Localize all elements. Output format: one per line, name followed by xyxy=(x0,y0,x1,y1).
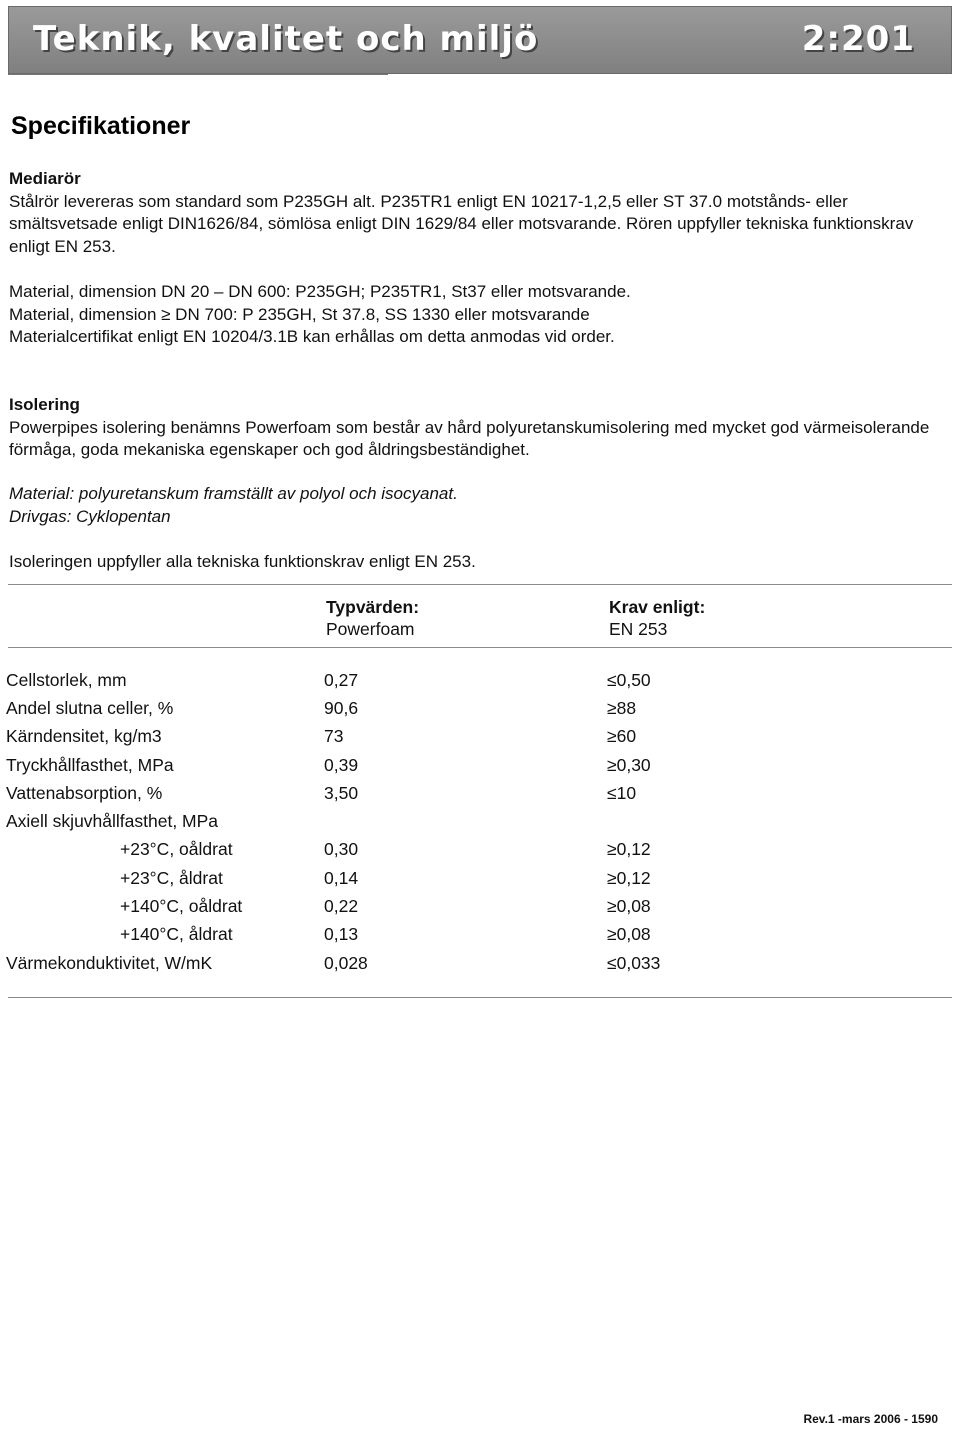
row-label: Andel slutna celler, % xyxy=(6,697,174,718)
row-requirement xyxy=(607,807,807,835)
mediaror-heading: Mediarör xyxy=(9,169,81,188)
material-line-2: Material, dimension ≥ DN 700: P 235GH, St 37.8, SS 1330 eller motsvarande xyxy=(9,304,590,324)
mediaror-material xyxy=(9,281,939,349)
row-label: Tryckhållfasthet, MPa xyxy=(6,754,174,775)
row-label: Kärndensitet, kg/m3 xyxy=(6,726,162,747)
table-row xyxy=(6,949,807,977)
table-row xyxy=(6,836,807,864)
table-row xyxy=(6,779,807,807)
row-value: 0,14 xyxy=(324,867,359,888)
page-number: 2:201 xyxy=(801,19,915,59)
row-label: +140°C, åldrat xyxy=(120,924,233,945)
isolering-material-line: Material: polyuretanskum framställt av polyol och isocyanat. xyxy=(9,484,458,503)
row-label: +23°C, åldrat xyxy=(120,867,223,888)
row-value xyxy=(324,807,607,835)
row-requirement: ≤0,50 xyxy=(607,669,651,690)
spec-table xyxy=(6,666,807,977)
col-krav-title: Krav enligt: xyxy=(609,597,706,617)
row-requirement: ≥60 xyxy=(607,726,637,747)
isolering-section xyxy=(9,394,939,462)
row-value: 73 xyxy=(324,726,344,747)
row-label: Cellstorlek, mm xyxy=(6,669,127,690)
isolering-compliance: Isoleringen uppfyller alla tekniska funktionskrav enligt EN 253. xyxy=(9,552,476,571)
row-label: Axiell skjuvhållfasthet, MPa xyxy=(6,811,219,832)
isolering-drivgas-line: Drivgas: Cyklopentan xyxy=(9,506,171,526)
table-header-rule xyxy=(8,647,952,648)
row-requirement: ≤0,033 xyxy=(607,952,661,973)
table-row xyxy=(6,864,807,892)
row-requirement: ≥0,08 xyxy=(607,924,651,945)
table-bottom-rule xyxy=(8,997,952,998)
header-banner xyxy=(8,6,952,74)
table-row xyxy=(6,723,807,751)
header-underline xyxy=(8,74,388,75)
col-typvarden-header xyxy=(326,596,419,640)
row-value: 3,50 xyxy=(324,782,359,803)
row-label: +23°C, oåldrat xyxy=(120,839,233,860)
row-requirement: ≥0,12 xyxy=(607,867,651,888)
mediaror-paragraph: Stålrör levereras som standard som P235GH alt. P235TR1 enligt EN 10217-1,2,5 eller ST 37.0 motstånds- eller smältsvetsade enligt DIN1626/84, sömlösa enligt DIN 1629/84 eller motsvarande. Rören uppfyller tekniska funktionskrav enligt EN 253. xyxy=(9,191,914,256)
col-typvarden-sub: Powerfoam xyxy=(326,619,415,639)
row-label: Värmekonduktivitet, W/mK xyxy=(6,952,213,973)
material-line-3: Materialcertifikat enligt EN 10204/3.1B kan erhållas om detta anmodas vid order. xyxy=(9,327,615,346)
row-requirement: ≥0,08 xyxy=(607,896,651,917)
row-value: 0,13 xyxy=(324,924,359,945)
material-line-1: Material, dimension DN 20 – DN 600: P235GH; P235TR1, St37 eller motsvarande. xyxy=(9,282,631,301)
row-value: 0,22 xyxy=(324,896,359,917)
mediaror-section xyxy=(9,168,939,258)
row-label: Vattenabsorption, % xyxy=(6,782,163,803)
table-top-rule xyxy=(8,584,952,585)
table-row xyxy=(6,666,807,694)
row-requirement: ≤10 xyxy=(607,782,637,803)
row-requirement: ≥0,30 xyxy=(607,754,651,775)
isolering-heading: Isolering xyxy=(9,395,80,414)
col-krav-header xyxy=(609,596,705,640)
col-krav-sub: EN 253 xyxy=(609,619,668,639)
row-value: 90,6 xyxy=(324,697,359,718)
table-row xyxy=(6,921,807,949)
revision-footer: Rev.1 -mars 2006 - 1590 xyxy=(803,1412,938,1426)
col-typvarden-title: Typvärden: xyxy=(326,597,420,617)
section-title: Teknik, kvalitet och miljö xyxy=(33,19,539,59)
row-value: 0,39 xyxy=(324,754,359,775)
row-requirement: ≥88 xyxy=(607,697,637,718)
row-value: 0,028 xyxy=(324,952,368,973)
isolering-paragraph: Powerpipes isolering benämns Powerfoam som består av hård polyuretanskumisolering med mycket god värmeisolerande förmåga, goda mekaniska egenskaper och god åldringsbeständighet. xyxy=(9,417,930,459)
row-label: +140°C, oåldrat xyxy=(120,896,243,917)
page-title: Specifikationer xyxy=(11,112,191,140)
table-row xyxy=(6,807,807,835)
table-row xyxy=(6,694,807,722)
row-value: 0,27 xyxy=(324,669,359,690)
table-row xyxy=(6,751,807,779)
row-value: 0,30 xyxy=(324,839,359,860)
isolering-material xyxy=(9,483,939,528)
row-requirement: ≥0,12 xyxy=(607,839,651,860)
table-row xyxy=(6,892,807,920)
